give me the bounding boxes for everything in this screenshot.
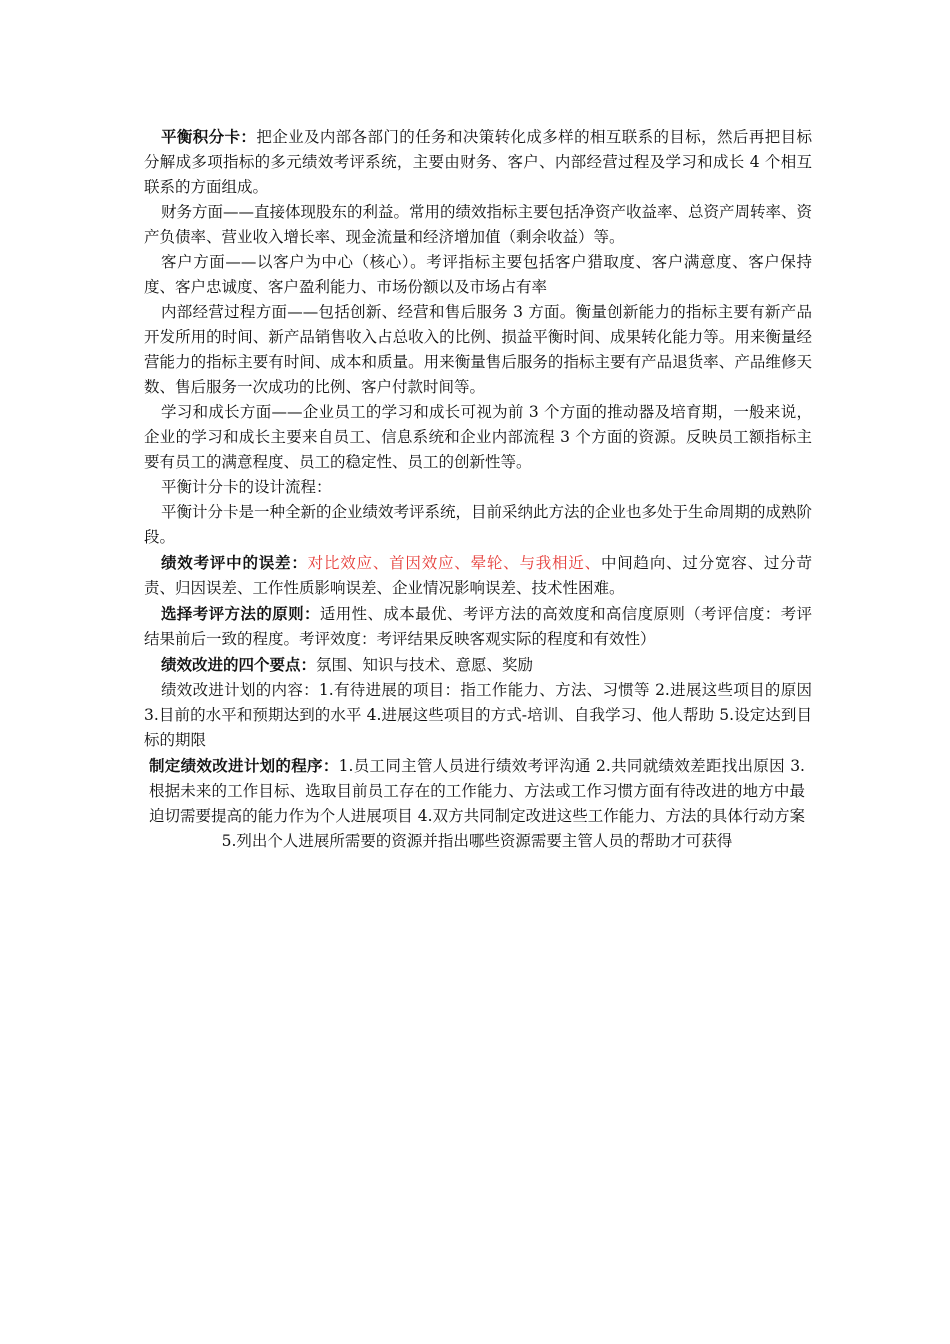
paragraph-four-key-points (144, 652, 812, 678)
paragraph-text: 中间趋向、过分宽容、过分苛责、归因误差、工作性质影响误差、企业情况影响误差、技术性困难。 (144, 554, 812, 597)
paragraph-text: 适用性、成本最优、考评方法的高效度和高信度原则（考评信度：考评结果前后一致的程度。考评效度：考评结果反映客观实际的程度和有效性） (144, 605, 812, 648)
document-body (144, 124, 812, 854)
paragraph-text: 平衡计分卡是一种全新的企业绩效考评系统，目前采纳此方法的企业也多处于生命周期的成熟阶段。 (144, 503, 813, 546)
paragraph-text: 内部经营过程方面——包括创新、经营和售后服务 3 方面。衡量创新能力的指标主要有新产品开发所用的时间、新产品销售收入占总收入的比例、损益平衡时间、成果转化能力等。用来衡量经营能力的指标主要有时间、成本和质量。用来衡量售后服务的指标主要有产品退货率、产品维修天数、售后服务一次成功的比例、客户付款时间等。 (144, 303, 812, 396)
paragraph-text: 平衡计分卡的设计流程： (161, 478, 332, 496)
paragraph-text: 财务方面——直接体现股东的利益。常用的绩效指标主要包括净资产收益率、总资产周转率、资产负债率、营业收入增长率、现金流量和经济增加值（剩余收益）等。 (144, 203, 813, 246)
paragraph-balanced-scorecard (144, 124, 812, 200)
paragraph-text: 氛围、知识与技术、意愿、奖励 (316, 656, 534, 674)
paragraph-improvement-plan-content (144, 678, 812, 753)
highlighted-text: 对比效应、首因效应、晕轮、与我相近、 (307, 554, 601, 572)
paragraph-text: 把企业及内部各部门的任务和决策转化成多样的相互联系的目标，然后再把目标分解成多项指标的多元绩效考评系统，主要由财务、客户、内部经营过程及学习和成长 4 个相互联系的方面组成。 (144, 128, 812, 196)
paragraph-text: 绩效改进计划的内容：1.有待进展的项目：指工作能力、方法、习惯等 2.进展这些项目的原因 3.目前的水平和预期达到的水平 4.进展这些项目的方式-培训、自我学习、他人帮助 5.设定达到目标的期限 (144, 681, 812, 749)
term-label: 选择考评方法的原则： (161, 604, 320, 623)
term-label: 制定绩效改进计划的程序： (149, 756, 339, 775)
paragraph-improvement-plan-procedure (149, 753, 805, 854)
paragraph-method-principles (144, 601, 812, 652)
term-label: 平衡积分卡： (161, 127, 257, 146)
paragraph-design-process-heading (144, 475, 812, 500)
paragraph-internal-process (144, 300, 812, 400)
paragraph-text: 客户方面——以客户为中心（核心）。考评指标主要包括客户猎取度、客户满意度、客户保持度、客户忠诚度、客户盈利能力、市场份额以及市场占有率 (144, 253, 812, 296)
paragraph-learning-growth (144, 400, 812, 475)
paragraph-customer (144, 250, 812, 300)
paragraph-evaluation-errors (144, 550, 812, 601)
term-label: 绩效改进的四个要点： (161, 655, 317, 674)
paragraph-design-process (144, 500, 812, 550)
paragraph-text: 学习和成长方面——企业员工的学习和成长可视为前 3 个方面的推动器及培育期，一般来说，企业的学习和成长主要来自员工、信息系统和企业内部流程 3 个方面的资源。反映员工额指标主要有员工的满意程度、员工的稳定性、员工的创新性等。 (144, 403, 812, 471)
paragraph-text: 1.员工同主管人员进行绩效考评沟通 2.共同就绩效差距找出原因 3.根据未来的工作目标、选取目前员工存在的工作能力、方法或工作习惯方面有待改进的地方中最迫切需要提高的能力作为个人进展项目 4.双方共同制定改进这些工作能力、方法的具体行动方案 5.列出个人进展所需要的资源并指出哪些资源需要主管人员的帮助才可获得 (149, 757, 805, 850)
paragraph-finance (144, 200, 812, 250)
term-label: 绩效考评中的误差： (161, 553, 308, 572)
